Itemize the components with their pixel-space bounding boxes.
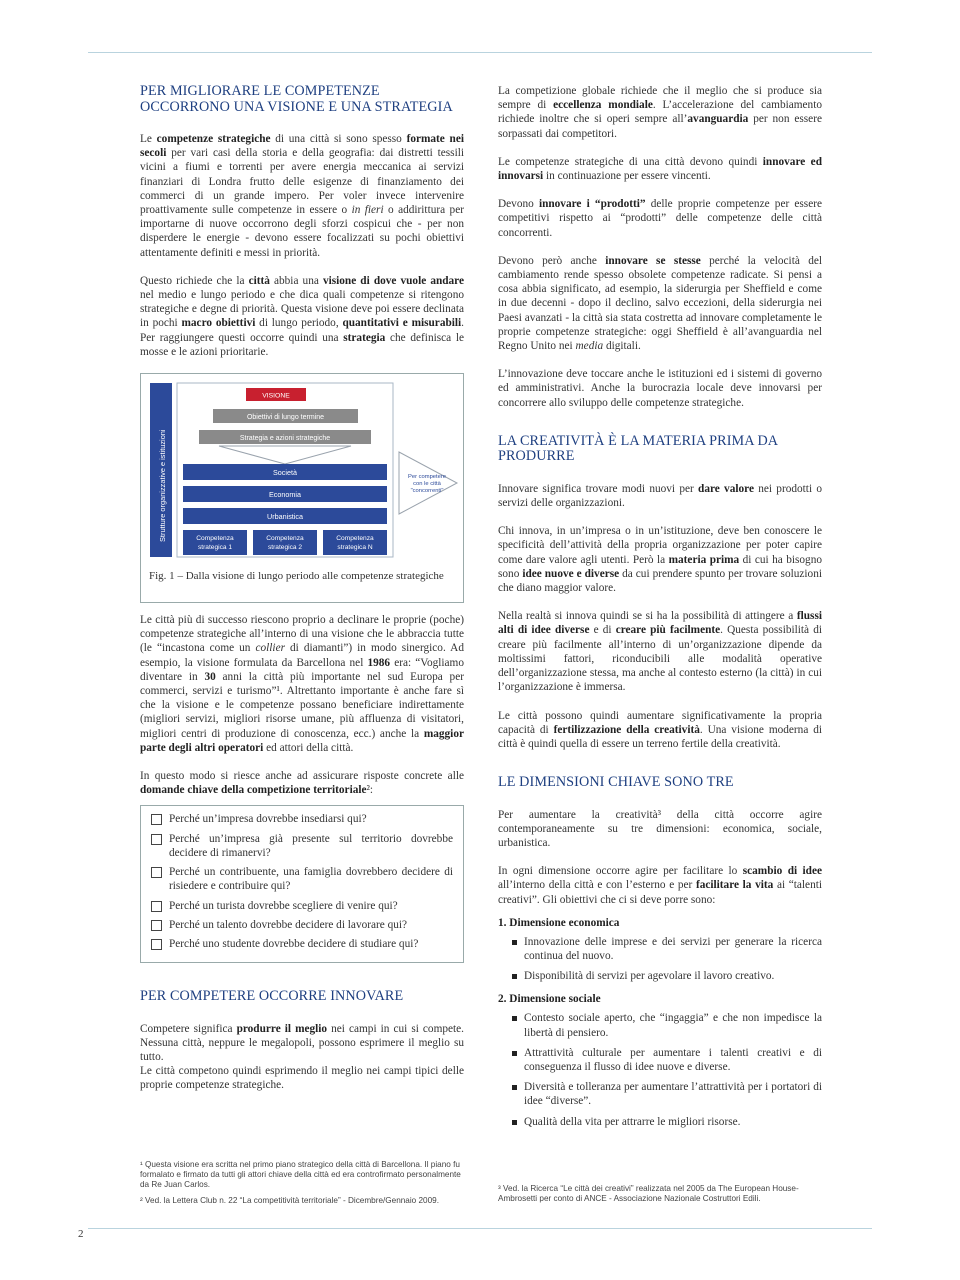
text-run: 1986 — [367, 656, 391, 669]
text-run: competenze strategiche — [156, 133, 271, 145]
competenza-2-line1: Competenza — [266, 535, 304, 543]
competenza-1-line2: strategica 1 — [197, 544, 233, 552]
societa-label: Società — [273, 468, 297, 478]
text-run: nei prodotti o servizi delle organizzazioni. — [498, 482, 822, 510]
text-run: Le città più di successo riescono proprio a declinare le proprie (poche) competenze strategiche all’interno di una visione che le abbraccia tutte (le “incastona come un — [140, 614, 464, 655]
page-number: 2 — [78, 1228, 84, 1240]
text-run: che definisca le mosse e le azioni prioritarie. — [140, 331, 465, 358]
paragraph — [140, 132, 464, 260]
paragraph: Le città competono quindi esprimendo il meglio nei campi tipici delle proprie competenze strategiche. — [140, 1065, 464, 1092]
paragraph — [498, 482, 822, 510]
text-run: abbia una — [269, 274, 323, 287]
heading-creativity: LA CREATIVITÀ È LA MATERIA PRIMA DA PRODURRE — [498, 432, 778, 465]
question-text: Perché un turista dovrebbe scegliere di venire qui? — [169, 899, 398, 912]
text-run: media — [575, 340, 604, 353]
bullet-icon — [512, 1016, 517, 1021]
funnel-arrow — [219, 446, 351, 464]
question-text: Perché un’impresa dovrebbe insediarsi qui? — [169, 813, 367, 826]
figure-caption — [149, 570, 459, 583]
text-run: macro obiettivi — [181, 317, 256, 330]
question-text: Perché un talento dovrebbe decidere di lavorare qui? — [169, 918, 408, 931]
competenza-n-line2: strategica N — [337, 544, 373, 552]
footnote-2: ² Ved. la Lettera Club n. 22 “La competitività territoriale” - Dicembre/Gennaio 2009. — [140, 1196, 439, 1205]
text-run: collier — [255, 642, 285, 655]
competenza-2-box — [253, 530, 317, 555]
text-run: era: “Vogliamo diventare in — [140, 656, 464, 683]
paragraph — [498, 197, 822, 240]
text-run: per vari casi della storia e della geografia: dai distretti tessili vicini a fiumi e torrenti per avere energia meccanica ai servizi finanziari di Londra frutto delle esigenze di finanziamento dei commerci di un grande impero. Per voler invece intervenire proattivamente sulle competenze in essere o — [140, 147, 464, 217]
text-run: in continuazione per essere vincenti. — [543, 170, 711, 183]
urbanistica-label: Urbanistica — [267, 512, 303, 522]
left-column — [140, 84, 464, 1107]
text-run: di una città si sono spesso — [270, 133, 407, 145]
list-item-text: Contesto sociale aperto, che “ingaggia” e che non impedisce la libertà di pensiero. — [524, 1012, 822, 1039]
text-run: Devono però anche — [498, 254, 606, 267]
text-run: o addirittura per importarne di nuove occorrono degli sforzi cospicui che - per non disperdere le energie - devono essere focalizzati su pochi obiettivi attentamente definiti e messi in priorità. — [140, 204, 464, 259]
figure-caption-text: – Dalla visione di lungo periodo alle competenze strategiche — [174, 570, 444, 583]
competenza-1-line1: Competenza — [196, 535, 234, 543]
text-run: creare più facilmente — [615, 624, 721, 637]
questions-box — [140, 805, 464, 963]
checkbox-icon — [151, 834, 162, 845]
paragraph — [498, 524, 822, 595]
text-run: fertilizzazione della creatività — [553, 723, 700, 736]
text-run: perché la velocità del cambiamento rende spesso obsolete competenze radicate. Si pensi a cosa abbia significato, ad esempio, la siderurgia per Sheffield e come in due decenni - dopo il declino, salvo eccezioni, della siderurgia nei Paesi avanzati - la città sia stata costretta ad innovare completamente le proprie competenze strategiche: oggi Sheffield è all’avanguardia nel Regno Unito nei — [498, 254, 823, 353]
text-run: domande chiave della competizione territoriale — [140, 784, 367, 797]
text-run: . Per raggiungere questi occorre quindi una — [140, 317, 464, 344]
text-run: di diamanti”) in modo sinergico. Ad esempio, la visione formulata da Barcellona nel — [140, 642, 464, 669]
list-item — [498, 1080, 822, 1108]
checkbox-icon — [151, 814, 162, 825]
heading-vision-strategy: PER MIGLIORARE LE COMPETENZE OCCORRONO UNA VISIONE E UNA STRATEGIA — [140, 83, 453, 115]
text-run: per non essere sorpassati dai competitori. — [498, 113, 822, 140]
text-run: ed attori della città. — [263, 741, 354, 754]
figure-caption-label: Fig. 1 — [149, 570, 175, 583]
text-run: di cui ha bisogno sono — [498, 553, 822, 580]
right-column — [498, 84, 822, 1135]
text-run: Le competenze strategiche di una città devono quindi — [498, 155, 763, 168]
text-run: in fieri — [351, 204, 384, 217]
competenza-1-box — [183, 530, 247, 555]
text-run: . Una visione moderna di città è quindi quella di essere un terreno fertile della creatività. — [498, 723, 823, 750]
text-run: Devono — [498, 198, 539, 211]
list-item-text: Diversità e tolleranza per aumentare l’attrattività per i portatori di idee “diverse”. — [524, 1081, 822, 1108]
checkbox-icon — [151, 901, 162, 912]
text-run: ²: — [366, 784, 374, 797]
question-item — [151, 937, 453, 951]
text-run: scambio di idee — [742, 865, 822, 878]
paragraph — [498, 709, 822, 752]
list-item-text: Innovazione delle imprese e dei servizi per generare la ricerca continua del nuovo. — [524, 935, 822, 963]
text-run: Competere significa — [140, 1022, 237, 1035]
dimension-social-title: 2. Dimensione sociale — [498, 993, 601, 1006]
paragraph — [140, 274, 464, 359]
text-run: La competizione globale richiede che il meglio che si produce sia sempre di — [498, 85, 822, 112]
text-run: nel medio e lungo periodo e che dica quali competenze si ritengono strategiche e degne di priorità. Questa visione deve poi essere declinata in pochi — [140, 289, 464, 330]
question-item — [151, 832, 453, 860]
text-run: e di — [589, 624, 616, 637]
question-item — [151, 812, 453, 826]
compete-arrow-line3: "concorrenti" — [410, 488, 444, 495]
footnote-1: ¹ Questa visione era scritta nel primo piano strategico della città di Barcellona. Il piano fu formalato e firmato da tutti gli attori chiave della città ed era controfirmato personalmente da Re Juan Carlos. — [140, 1160, 461, 1190]
economia-label: Economia — [269, 490, 301, 500]
text-run: 30 — [204, 670, 216, 683]
dimension-economic-title: 1. Dimensione economica — [498, 916, 620, 929]
list-item-text: Disponibilità di servizi per agevolare il lavoro creativo. — [524, 970, 775, 983]
question-item — [151, 865, 453, 893]
bullet-icon — [512, 1051, 517, 1056]
visione-label: VISIONE — [262, 392, 290, 400]
text-run: facilitare la vita — [695, 879, 774, 892]
text-run: di lungo periodo, — [255, 317, 343, 330]
compete-arrow-line1: Per competere — [407, 474, 447, 481]
bullet-icon — [512, 940, 517, 945]
heading-dimensions: LE DIMENSIONI CHIAVE SONO TRE — [498, 774, 734, 791]
paragraph — [498, 609, 822, 694]
list-item-text: Attrattività culturale per aumentare i talenti creativi e di conseguenza il flusso di idee nuove e diverse. — [524, 1046, 822, 1074]
figure-1 — [140, 373, 464, 603]
checkbox-icon — [151, 867, 162, 878]
text-run: Le — [140, 133, 157, 145]
text-run: delle proprie competenze per essere competitivi rispetto ai “prodotti” delle competenze delle città concorrenti. — [498, 198, 822, 239]
question-text: Perché uno studente dovrebbe decidere di studiare qui? — [169, 937, 419, 950]
list-item — [498, 1046, 822, 1074]
text-run: idee nuove e diverse — [522, 567, 620, 580]
text-run: ai “talenti creativi”. Gli obiettivi che ci si deve porre sono: — [498, 879, 822, 906]
text-run: Innovare significa trovare modi nuovi per — [498, 482, 699, 495]
checkbox-icon — [151, 920, 162, 931]
compete-arrow-line2: con le città — [413, 481, 441, 488]
text-run: avanguardia — [687, 113, 749, 126]
obiettivi-label: Obiettivi di lungo termine — [246, 414, 325, 422]
question-text: Perché un’impresa già presente sul territorio dovrebbe decidere di rimanervi? — [169, 832, 453, 859]
question-text: Perché un contribuente, una famiglia dovrebbero decidere di risiedere e contribuire qui? — [169, 866, 453, 893]
strategia-label: Strategia e azioni strategiche — [239, 435, 331, 443]
text-run: visione di dove vuole andare — [322, 274, 465, 287]
bottom-rule — [88, 1228, 872, 1229]
competenza-2-line2: strategica 2 — [267, 544, 303, 552]
question-item — [151, 899, 453, 913]
question-item — [151, 918, 453, 932]
list-item-text: Qualità della vita per attrarre le migliori risorse. — [524, 1115, 741, 1128]
list-item — [498, 935, 822, 963]
text-run: innovare ed innovarsi — [498, 155, 822, 183]
paragraph — [140, 1022, 464, 1065]
bullet-icon — [512, 974, 517, 979]
bullet-icon — [512, 1120, 517, 1125]
vision-diagram — [141, 374, 465, 602]
text-run: Questo richiede che la — [140, 274, 249, 287]
text-run: produrre il meglio — [236, 1022, 328, 1035]
text-run: flussi alti di idee diverse — [498, 610, 822, 637]
text-run: strategia — [343, 331, 386, 344]
paragraph — [498, 84, 822, 141]
text-run: innovare i “prodotti” — [538, 198, 646, 211]
text-run: formate nei secoli — [140, 133, 464, 160]
competenza-n-line1: Competenza — [336, 535, 374, 543]
top-rule — [88, 52, 872, 53]
side-bar-label: Strutture organizzative e istituzioni — [158, 429, 167, 543]
bullet-icon — [512, 1085, 517, 1090]
text-run: innovare se stesse — [605, 254, 701, 267]
text-run: Le città possono quindi aumentare significativamente la propria capacità di — [498, 709, 822, 736]
text-run: digitali. — [603, 340, 641, 353]
paragraph — [140, 769, 464, 797]
competenza-n-box — [323, 530, 387, 555]
text-run: Nella realtà si innova quindi se si ha la possibilità di attingere a — [498, 610, 797, 623]
text-run: quantitativi e misurabili — [342, 317, 462, 330]
paragraph — [140, 613, 464, 755]
text-run: In ogni dimensione occorre agire per facilitare lo — [498, 865, 743, 878]
text-run: eccellenza mondiale — [553, 99, 653, 112]
text-run: . Questa possibilità di creare più facilmente all’interno di un’organizzazione dipende da moltissimi fattori, riconducibili alle modalità operative dell’organizzazione stessa, ma anche al contesto esterno (la città) in cui l’organizzazione è immersa. — [498, 624, 822, 694]
text-run: . L’accelerazione del cambiamento richiede inoltre che si operi sempre all’ — [498, 99, 822, 126]
text-run: città — [248, 274, 270, 287]
text-run: materia prima — [668, 553, 740, 566]
text-run: In questo modo si riesce anche ad assicurare risposte concrete alle — [140, 770, 464, 783]
list-item — [498, 969, 822, 983]
heading-compete-innovate: PER COMPETERE OCCORRE INNOVARE — [140, 988, 404, 1005]
paragraph — [498, 864, 822, 907]
list-item — [498, 1011, 822, 1039]
text-run: anni la città più importante nel sud Europa per commerci, servizi e turismo”¹. Altrettanto importante è anche fare sì che la visione e le competenze possano beneficiare indirettamente (migliori servizi, migliori risorse umane, più affluenza di visitatori, migliori centri di produzione di conoscenza, ecc.) anche la — [140, 670, 464, 740]
paragraph — [498, 254, 822, 353]
text-run: maggior parte degli altri operatori — [140, 727, 464, 754]
checkbox-icon — [151, 939, 162, 950]
footnote-3: ³ Ved. la Ricerca “Le città dei creativi” realizzata nel 2005 da The European House-Ambrosetti per conto di ANCE - Associazione Nazionale Costruttori Edili. — [498, 1184, 799, 1204]
paragraph: Per aumentare la creatività³ della città occorre agire contemporaneamente su tre dimensioni: economica, sociale, urbanistica. — [498, 808, 822, 850]
paragraph: L’innovazione deve toccare anche le istituzioni ed i sistemi di governo ed amministrativi. Anche la burocrazia locale deve innovarsi per concorrere allo sviluppo delle competenze strategiche. — [498, 368, 822, 409]
text-run: nei campi in cui si compete. Nessuna città, neppure le megalopoli, possono esprimere il meglio su tutto. — [140, 1022, 464, 1064]
paragraph — [498, 155, 822, 183]
text-run: dare valore — [698, 482, 754, 495]
text-run: da cui prendere spunto per trovare soluzioni che diano maggior valore. — [498, 567, 822, 595]
text-run: all’interno della città e con l’esterno e per — [498, 879, 696, 892]
text-run: Chi innova, in un’impresa o in un’istituzione, deve ben conoscere le specificità dell’attività della propria organizzazione per poter capire come dare valore agli utenti. Però la — [498, 525, 822, 566]
list-item — [498, 1115, 822, 1129]
